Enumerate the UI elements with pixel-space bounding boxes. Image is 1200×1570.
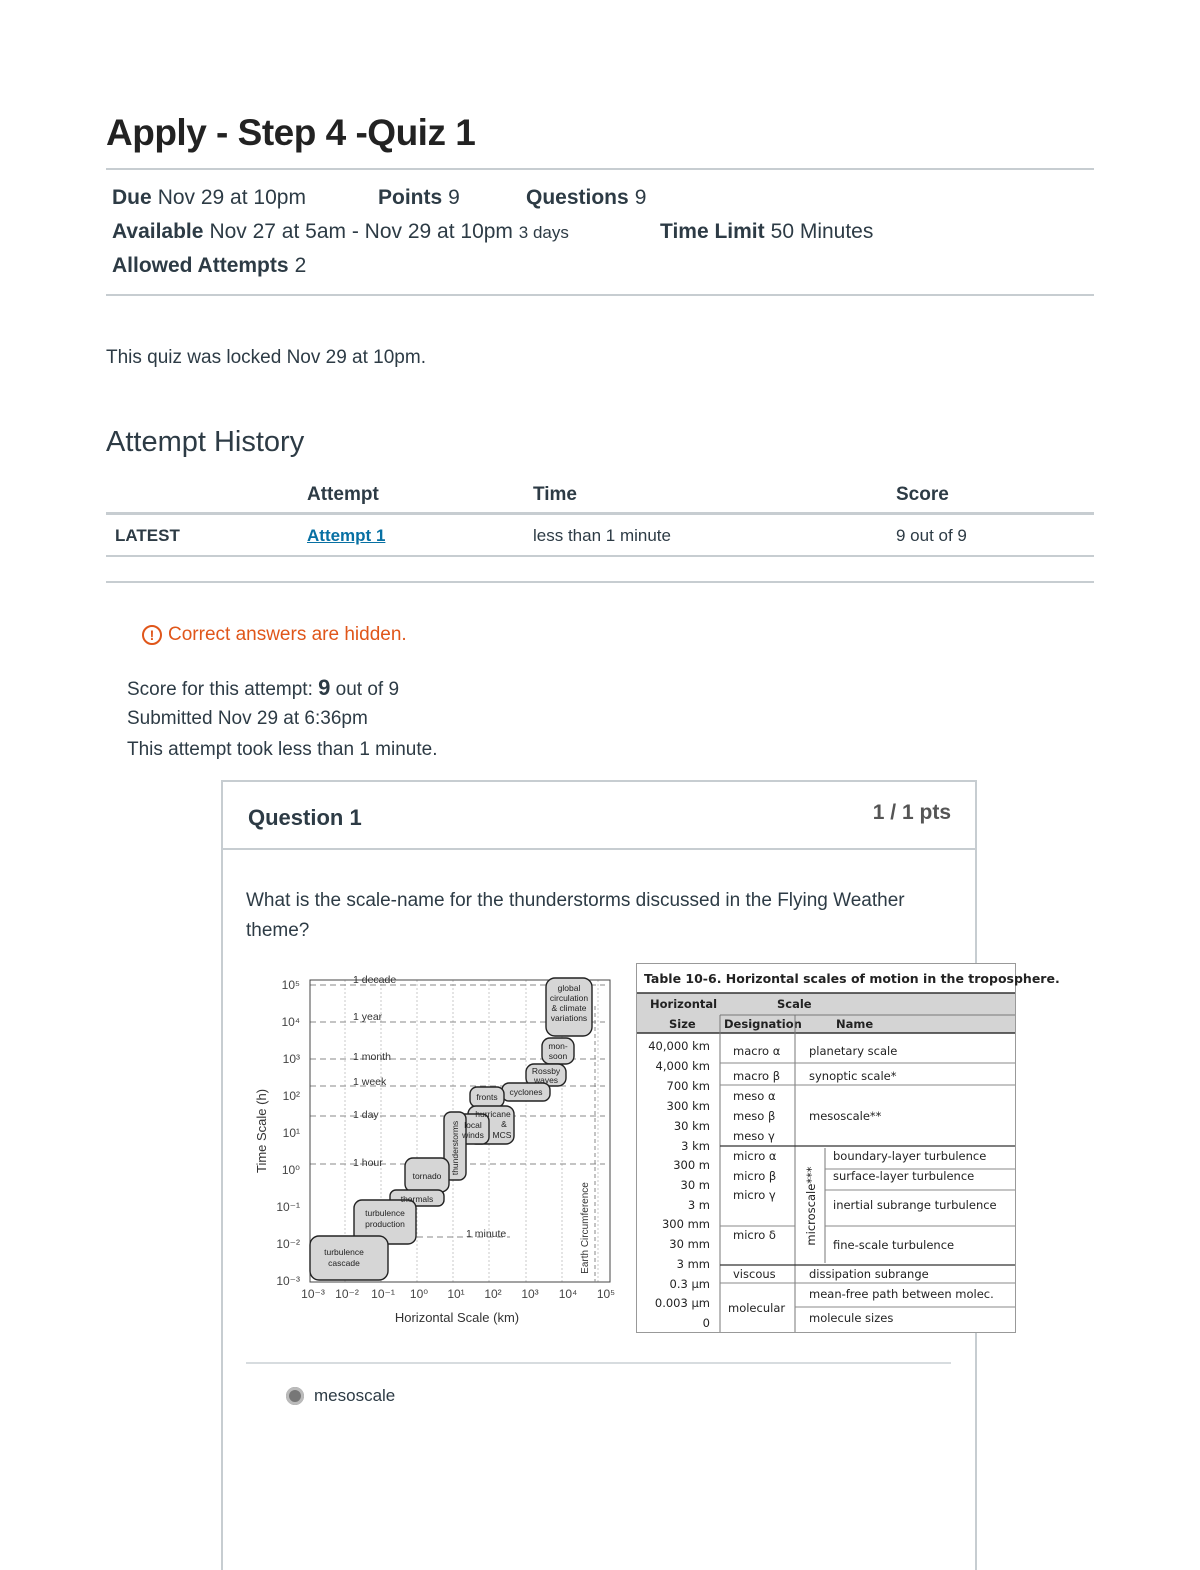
question-text: What is the scale-name for the thunderstorms discussed in the Flying Weather theme?: [246, 890, 905, 941]
svg-text:waves: waves: [533, 1075, 559, 1085]
time-limit-info: Time Limit 50 Minutes: [660, 220, 874, 243]
svg-text:0.003 μm: 0.003 μm: [654, 1296, 710, 1310]
svg-text:Scale: Scale: [777, 997, 812, 1011]
svg-text:Horizontal: Horizontal: [650, 997, 718, 1011]
svg-text:40,000 km: 40,000 km: [648, 1039, 710, 1053]
svg-text:300 mm: 300 mm: [661, 1217, 710, 1231]
svg-text:micro α: micro α: [733, 1149, 777, 1163]
svg-text:Size: Size: [669, 1017, 696, 1031]
svg-text:micro δ: micro δ: [733, 1228, 776, 1242]
attempt-time: less than 1 minute: [533, 526, 671, 545]
duration-line: This attempt took less than 1 minute.: [127, 739, 438, 760]
answers-hidden-notice: [142, 624, 407, 646]
attempt-history-heading: Attempt History: [106, 426, 305, 458]
svg-text:300 km: 300 km: [666, 1099, 710, 1113]
y-tick: 10⁵: [281, 978, 300, 992]
svg-text:fronts: fronts: [476, 1092, 498, 1102]
x-axis-label: Horizontal Scale (km): [394, 1310, 520, 1325]
table-header-divider: [106, 512, 1094, 515]
svg-text:mean-free path between molec.: mean-free path between molec.: [809, 1287, 994, 1301]
y-tick: 10¹: [282, 1126, 300, 1140]
time-mark: 1 month: [353, 1051, 391, 1063]
latest-tag: LATEST: [115, 526, 180, 545]
svg-text:4,000 km: 4,000 km: [655, 1059, 710, 1073]
svg-text:dissipation subrange: dissipation subrange: [809, 1267, 929, 1281]
svg-text:micro γ: micro γ: [733, 1188, 776, 1202]
submitted-line: Submitted Nov 29 at 6:36pm: [127, 708, 368, 729]
svg-text:turbulence: turbulence: [324, 1247, 364, 1257]
svg-text:Designation: Designation: [724, 1017, 802, 1031]
warning-text: Correct answers are hidden.: [168, 624, 407, 645]
column-header-attempt: Attempt: [307, 484, 379, 505]
due-info: Due Nov 29 at 10pm: [112, 186, 306, 209]
svg-text:planetary scale: planetary scale: [809, 1044, 898, 1058]
svg-text:thermals: thermals: [400, 1194, 434, 1204]
x-tick: 10⁻²: [335, 1287, 359, 1301]
time-mark: 1 year: [353, 1011, 383, 1023]
svg-text:variations: variations: [550, 1013, 588, 1023]
warning-icon: !: [142, 625, 162, 645]
time-mark: 1 decade: [353, 974, 397, 986]
points-info: Points 9: [378, 186, 460, 209]
selected-radio-icon[interactable]: [286, 1387, 304, 1405]
y-tick: 10⁻²: [276, 1237, 300, 1251]
svg-text:meso α: meso α: [733, 1089, 776, 1103]
earth-circumference-label: Earth Circumference: [580, 1182, 591, 1274]
svg-text:local: local: [464, 1120, 482, 1130]
column-header-time: Time: [533, 484, 578, 505]
time-mark: 1 day: [353, 1109, 379, 1121]
svg-text:meso γ: meso γ: [733, 1129, 775, 1143]
svg-text:macro β: macro β: [733, 1069, 781, 1083]
svg-text:3 mm: 3 mm: [676, 1257, 710, 1271]
svg-text:surface-layer turbulence: surface-layer turbulence: [833, 1169, 975, 1183]
available-info: Available Nov 27 at 5am - Nov 29 at 10pm 3 days: [112, 220, 569, 243]
time-mark: 1 week: [353, 1076, 387, 1088]
x-tick: 10⁰: [409, 1287, 429, 1301]
svg-text:hurricane: hurricane: [475, 1109, 511, 1119]
svg-text:30 mm: 30 mm: [669, 1237, 710, 1251]
x-tick: 10³: [521, 1287, 539, 1301]
svg-text:macro α: macro α: [733, 1044, 781, 1058]
y-axis-label: Time Scale (h): [254, 1088, 269, 1174]
y-tick: 10⁴: [281, 1015, 300, 1029]
allowed-attempts-info: Allowed Attempts 2: [112, 254, 307, 277]
page-title: Apply - Step 4 -Quiz 1: [106, 112, 476, 153]
time-mark: 1 minute: [466, 1228, 507, 1240]
table-title: Table 10-6. Horizontal scales of motion in the troposphere.: [644, 971, 1060, 986]
svg-text:inertial subrange turbulence: inertial subrange turbulence: [833, 1198, 997, 1212]
svg-text:Rossby: Rossby: [531, 1066, 561, 1076]
svg-text:30 km: 30 km: [673, 1119, 710, 1133]
svg-text:boundary-layer turbulence: boundary-layer turbulence: [833, 1149, 987, 1163]
svg-text:MCS: MCS: [492, 1130, 512, 1140]
svg-text:soon: soon: [548, 1051, 568, 1061]
svg-text:&: &: [501, 1119, 507, 1129]
svg-text:winds: winds: [462, 1130, 484, 1140]
time-mark: 1 hour: [353, 1157, 383, 1169]
svg-text:30 m: 30 m: [680, 1178, 710, 1192]
questions-info: Questions 9: [526, 186, 647, 209]
svg-text:300 m: 300 m: [673, 1158, 710, 1172]
svg-text:micro β: micro β: [733, 1169, 777, 1183]
question-points: 1 / 1 pts: [872, 801, 951, 824]
svg-text:thunderstorms: thunderstorms: [450, 1120, 460, 1176]
answer-divider: [246, 1362, 951, 1364]
svg-text:mon-: mon-: [548, 1041, 568, 1051]
attempt-score: 9 out of 9: [896, 526, 967, 545]
y-tick: 10⁻³: [276, 1274, 300, 1288]
svg-text:3 m: 3 m: [687, 1198, 710, 1212]
svg-text:molecular: molecular: [728, 1301, 786, 1315]
svg-text:synoptic scale*: synoptic scale*: [809, 1069, 897, 1083]
x-tick: 10⁻³: [301, 1287, 325, 1301]
svg-text:global: global: [557, 983, 581, 993]
svg-text:turbulence: turbulence: [365, 1208, 405, 1218]
scale-table: [636, 963, 1060, 1333]
microscale-label: microscale***: [804, 1166, 818, 1246]
x-tick: 10⁻¹: [371, 1287, 395, 1301]
svg-text:700 km: 700 km: [666, 1079, 710, 1093]
attempt-1-link[interactable]: Attempt 1: [307, 526, 386, 545]
attempt-score-line: Score for this attempt: 9 out of 9: [127, 675, 400, 700]
y-tick: 10⁰: [281, 1163, 300, 1177]
svg-text:0.3 μm: 0.3 μm: [669, 1277, 710, 1291]
svg-text:circulation: circulation: [549, 993, 589, 1003]
svg-text:production: production: [365, 1219, 405, 1229]
y-tick: 10⁻¹: [276, 1200, 300, 1214]
answer-option[interactable]: mesoscale: [314, 1386, 396, 1405]
column-header-score: Score: [896, 484, 949, 505]
y-tick: 10³: [282, 1052, 300, 1066]
svg-text:fine-scale turbulence: fine-scale turbulence: [833, 1238, 955, 1252]
svg-text:& climate: & climate: [551, 1003, 587, 1013]
svg-text:meso β: meso β: [733, 1109, 776, 1123]
x-tick: 10⁵: [596, 1287, 616, 1301]
question-title: Question 1: [248, 805, 362, 830]
svg-text:cyclones: cyclones: [509, 1087, 543, 1097]
svg-text:3 km: 3 km: [681, 1139, 710, 1153]
svg-text:tornado: tornado: [412, 1171, 442, 1181]
svg-text:cascade: cascade: [328, 1258, 360, 1268]
svg-text:molecule sizes: molecule sizes: [809, 1311, 894, 1325]
svg-text:0: 0: [702, 1316, 710, 1330]
divider: [106, 294, 1094, 296]
divider: [106, 581, 1094, 583]
x-tick: 10²: [484, 1287, 502, 1301]
locked-notice: This quiz was locked Nov 29 at 10pm.: [106, 347, 426, 368]
x-tick: 10¹: [447, 1287, 465, 1301]
question-header: [223, 782, 975, 850]
divider: [106, 555, 1094, 557]
svg-text:viscous: viscous: [733, 1267, 776, 1281]
svg-text:Name: Name: [836, 1017, 874, 1031]
svg-text:mesoscale**: mesoscale**: [809, 1109, 882, 1123]
scale-diagram: [250, 966, 630, 1338]
x-tick: 10⁴: [558, 1287, 578, 1301]
divider: [106, 168, 1094, 170]
y-tick: 10²: [282, 1089, 300, 1103]
